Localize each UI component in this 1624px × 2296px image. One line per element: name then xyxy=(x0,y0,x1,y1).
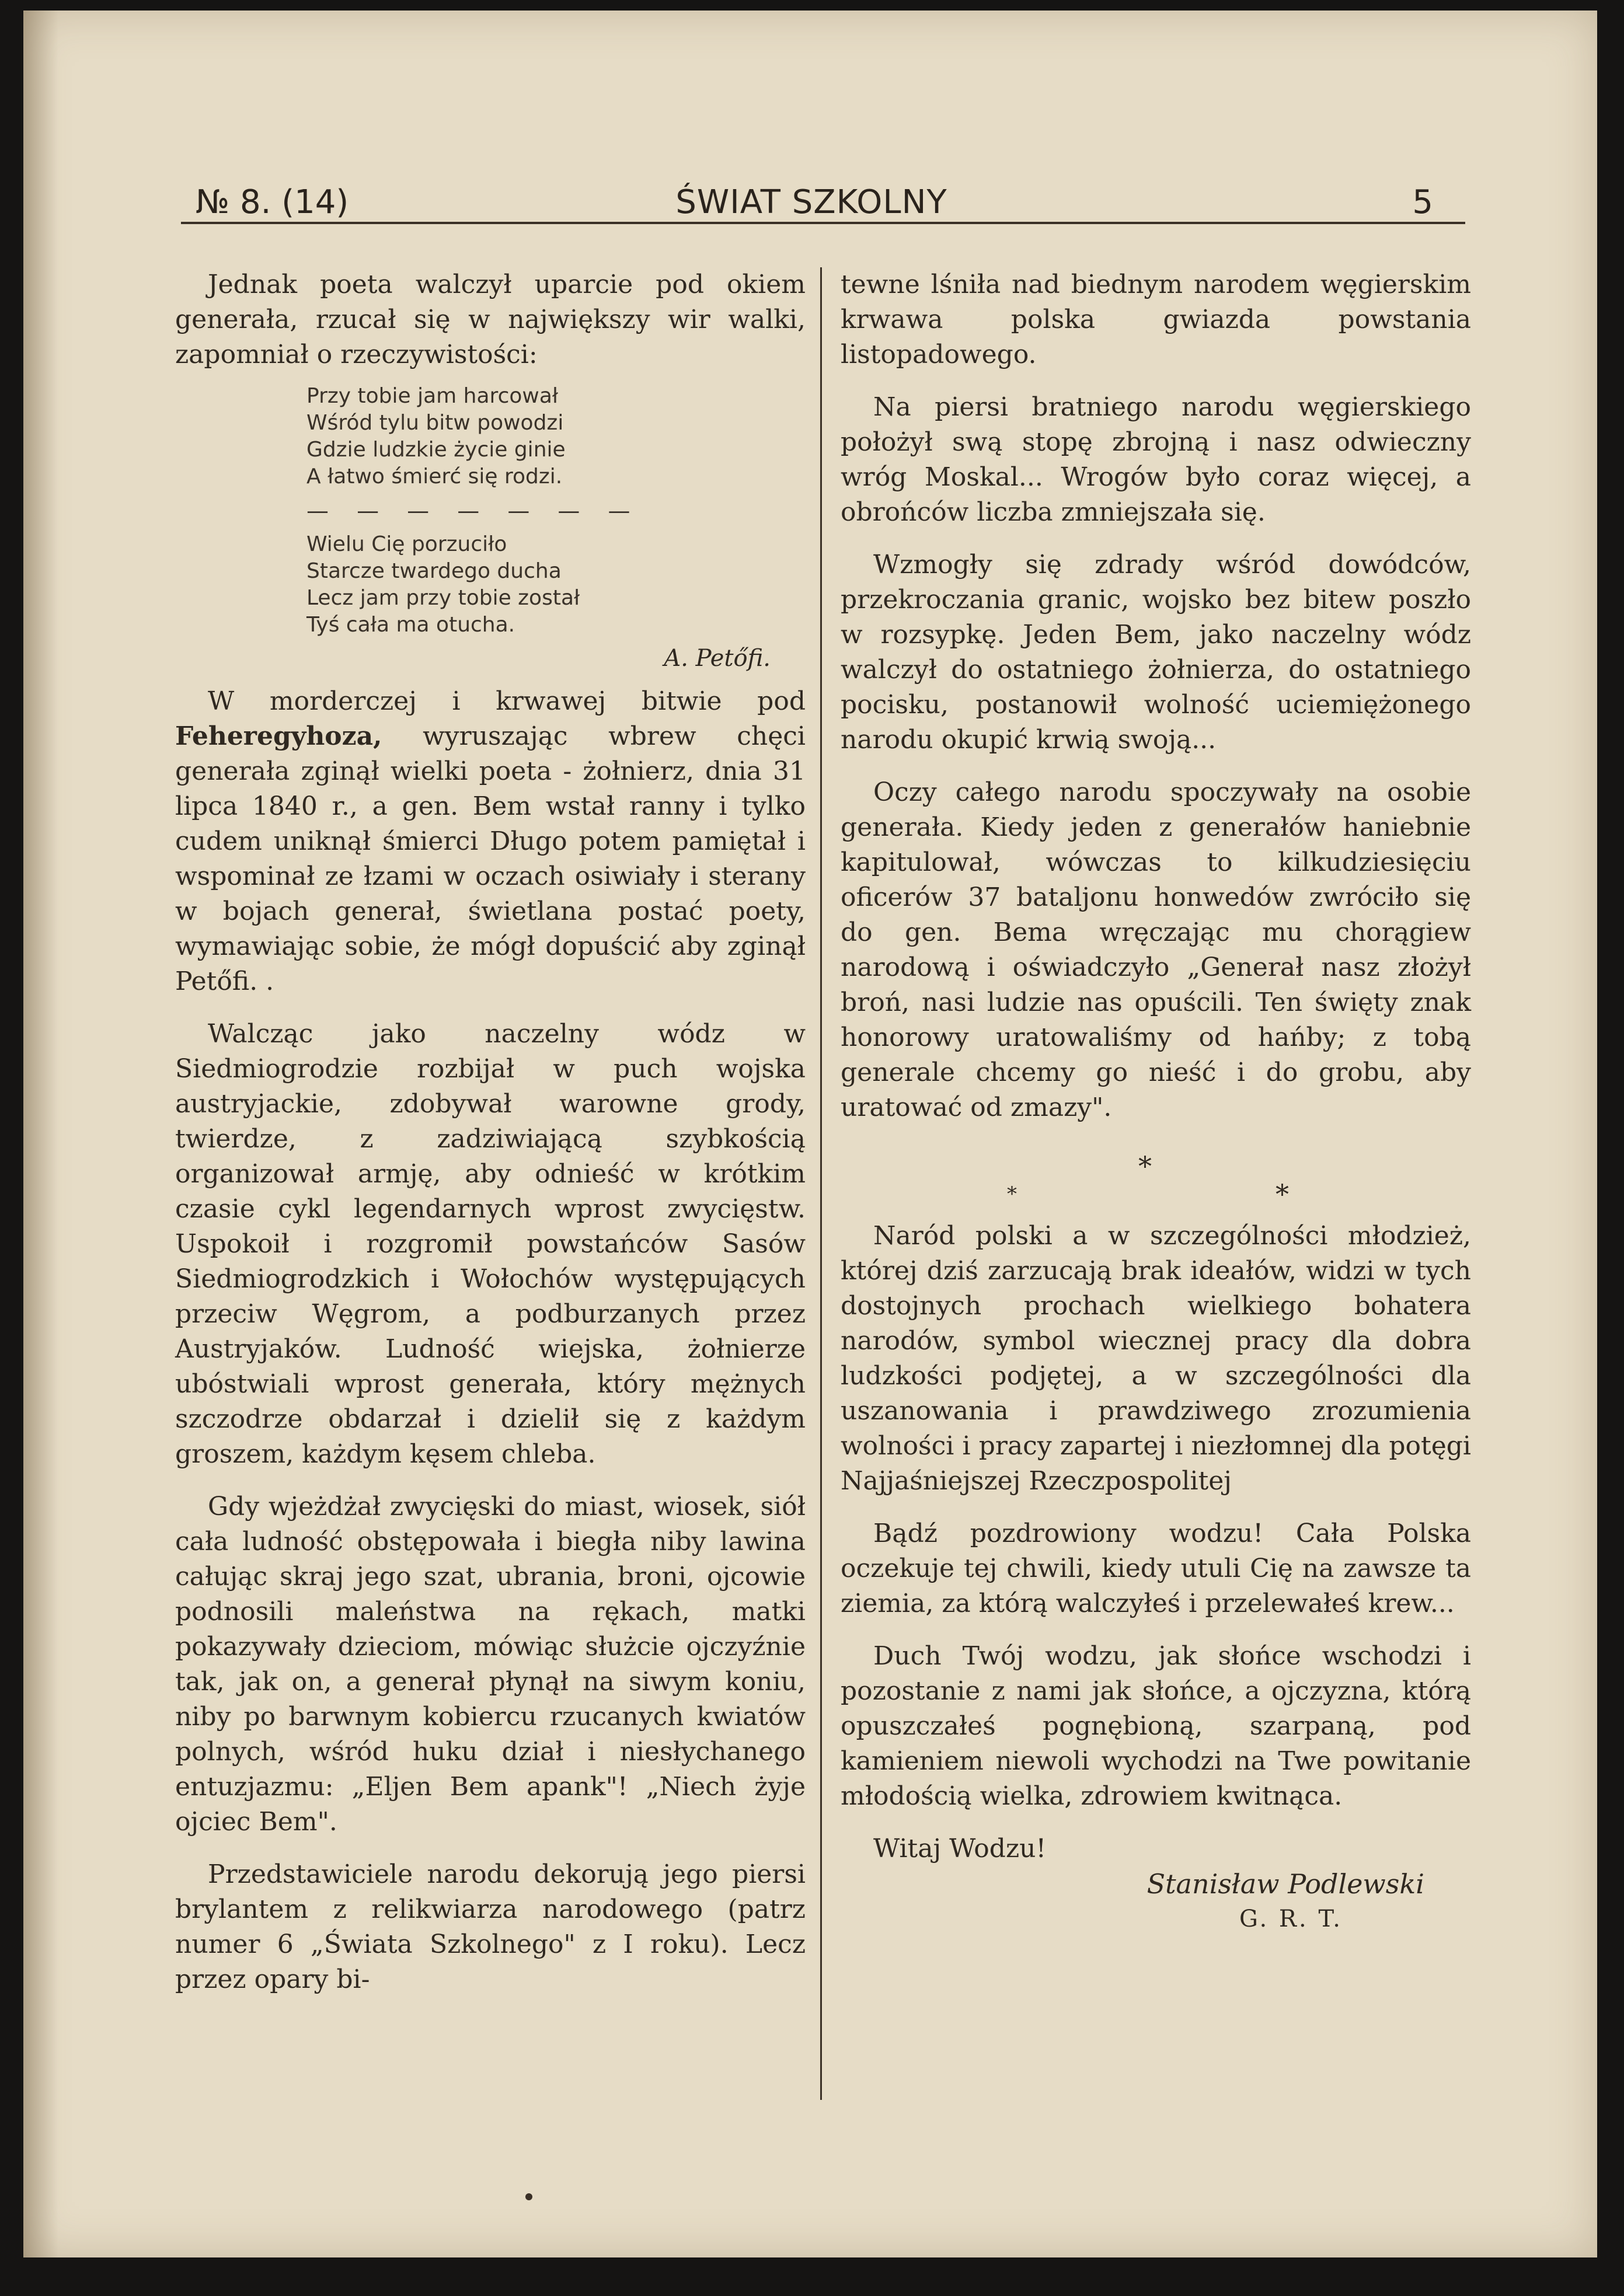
verse-separator: — — — — — — — xyxy=(306,498,641,524)
paragraph-nation: Naród polski a w szczególności młodzież, której dziś zarzucają brak ideałów, widzi w tych dostojnych prochach wielkiego bohatera narodów, symbol wiecznej pracy dla dobra ludzkości podjętej, a w szczególności dla uszanowania i prawdziwego zrozumienia wolności i pracy zapartej i niezłomnej dla potęgi Najjaśniejszej Rzeczpospolitej xyxy=(841,1221,1471,1496)
paragraph-battle xyxy=(175,684,806,999)
page-number: 5 xyxy=(1412,183,1433,221)
section-stars xyxy=(841,1149,1471,1219)
star-ornament: * xyxy=(1275,1178,1289,1210)
paragraph-text: W morderczej i krwawej bitwie pod xyxy=(208,686,806,716)
paragraph-decoration: Przedstawiciele narodu dekorują jego piersi brylantem z relikwiarza narodowego (patrz numer 6 „Świata Szkolnego" z I roku). Lecz przez opary bi- xyxy=(175,1859,806,1994)
verse-line: A łatwo śmierć się rodzi. xyxy=(306,465,563,488)
paragraph-welcome: Witaj Wodzu! xyxy=(873,1834,1047,1864)
author-class: G. R. T. xyxy=(1239,1906,1343,1932)
verse-line: Gdzie ludzkie życie ginie xyxy=(306,438,566,462)
paragraph-text: wyruszając wbrew chęci generała zginął wielki poeta - żołnierz, dnia 31 lipca 1840 r., a gen. Bem wstał ranny i tylko cudem uniknął śmierci Długo potem pamiętał i wspominał ze łzami w oczach osiwiały i sterany w bojach generał, świetlana postać poety, wymawiając sobie, że mógł dopuścić aby zginął Petőfi. . xyxy=(175,721,806,996)
newspaper-page xyxy=(23,11,1597,2257)
right-column xyxy=(841,267,1471,1936)
paragraph-treason: Wzmogły się zdrady wśród dowódców, przekroczania granic, wojsko bez bitew poszło w rozsypkę. Jeden Bem, jako naczelny wódz walczył do ostatniego żołnierza, do ostatniego pocisku, postanowił wolność uciemiężonego narodu okupić krwią swoją... xyxy=(841,550,1471,755)
verse-author: A. Petőfi. xyxy=(664,645,771,672)
star-ornament: * xyxy=(1007,1182,1017,1206)
star-ornament: * xyxy=(1138,1150,1152,1182)
page-header xyxy=(149,175,1474,222)
verse-line: Wśród tylu bitw powodzi xyxy=(306,411,564,435)
paragraph-greeting: Bądź pozdrowiony wodzu! Cała Polska oczekuje tej chwili, kiedy utuli Cię na zawsze ta ziemia, za którą walczyłeś i przelewałeś krew... xyxy=(841,1519,1471,1618)
paragraph-spirit: Duch Twój wodzu, jak słońce wschodzi i pozostanie z nami jak słońce, a ojczyzna, którą opuszczałeś pognębioną, szarpaną, pod kamieniem niewoli wychodzi na Twe powitanie młodością wielka, zdrowiem kwitnąca. xyxy=(841,1641,1471,1811)
column-divider xyxy=(820,267,822,2100)
paragraph-continuation: tewne lśniła nad biednym narodem węgierskim krwawa polska gwiazda powstania listopadowego. xyxy=(841,270,1471,369)
header-rule xyxy=(181,222,1465,224)
left-column xyxy=(175,267,806,1997)
journal-title: ŚWIAT SZKOLNY xyxy=(675,183,947,221)
verse-line: Lecz jam przy tobie został xyxy=(306,586,580,610)
verse-line: Przy tobie jam harcował xyxy=(306,384,559,408)
place-name: Feheregyhoza, xyxy=(175,721,382,751)
issue-number: № 8. (14) xyxy=(196,183,349,221)
verse-line: Wielu Cię porzuciło xyxy=(306,532,507,556)
verse-line: Starcze twardego ducha xyxy=(306,559,562,583)
verse-stanza-2 xyxy=(306,531,806,638)
paragraph-banner: Oczy całego narodu spoczywały na osobie generała. Kiedy jeden z generałów haniebnie kapitulował, wówczas to kilkudziesięciu oficerów 37 bataljonu honwedów zwróciło się do gen. Bema wręczając mu chorągiew narodową i oświadczyło „Generał nasz złożył broń, nasi ludzie nas opuścili. Ten święty znak honorowy uratowaliśmy od hańby; z tobą generale chcemy go nieść i do grobu, aby uratować od zmazy". xyxy=(841,777,1471,1122)
intro-paragraph: Jednak poeta walczył uparcie pod okiem generała, rzucał się w największy wir walki, zapomniał o rzeczywistości: xyxy=(175,270,806,369)
page-speck xyxy=(525,2193,532,2200)
paragraph-moscow: Na piersi bratniego narodu węgierskiego położył swą stopę zbrojną i nasz odwieczny wróg Moskal... Wrogów było coraz więcej, a obrońców liczba zmniejszała się. xyxy=(841,392,1471,527)
author-signature: Stanisław Podlewski xyxy=(1146,1868,1424,1900)
verse-stanza-1 xyxy=(306,383,806,490)
paragraph-entry: Gdy wjeżdżał zwycięski do miast, wiosek, siół cała ludność obstępowała i biegła niby lawina całując skraj jego szat, ubrania, broni, ojcowie podnosili maleństwa na rękach, matki pokazywały dzieciom, mówiąc służcie ojczyźnie tak, jak on, a generał płynął na siwym koniu, niby po barwnym kobiercu rzucanych kwiatów polnych, wśród huku dział i niesłychanego entuzjazmu: „Eljen Bem apank"! „Niech żyje ojciec Bem". xyxy=(175,1492,806,1837)
verse-line: Tyś cała ma otucha. xyxy=(306,613,515,637)
paragraph-transylvania: Walcząc jako naczelny wódz w Siedmiogrodzie rozbijał w puch wojska austryjackie, zdobywał warowne grody, twierdze, z zadziwiającą szybkością organizował armję, aby odnieść w krótkim czasie cykl legendarnych wprost zwycięstw. Uspokoił i rozgromił powstańców Sasów Siedmiogrodzkich i Wołochów występujących przeciw Węgrom, a podburzanych przez Austryjaków. Ludność wiejska, żołnierze ubóstwiali wprost generała, który mężnych szczodrze obdarzał i dzielił się z każdym groszem, każdym kęsem chleba. xyxy=(175,1019,806,1469)
